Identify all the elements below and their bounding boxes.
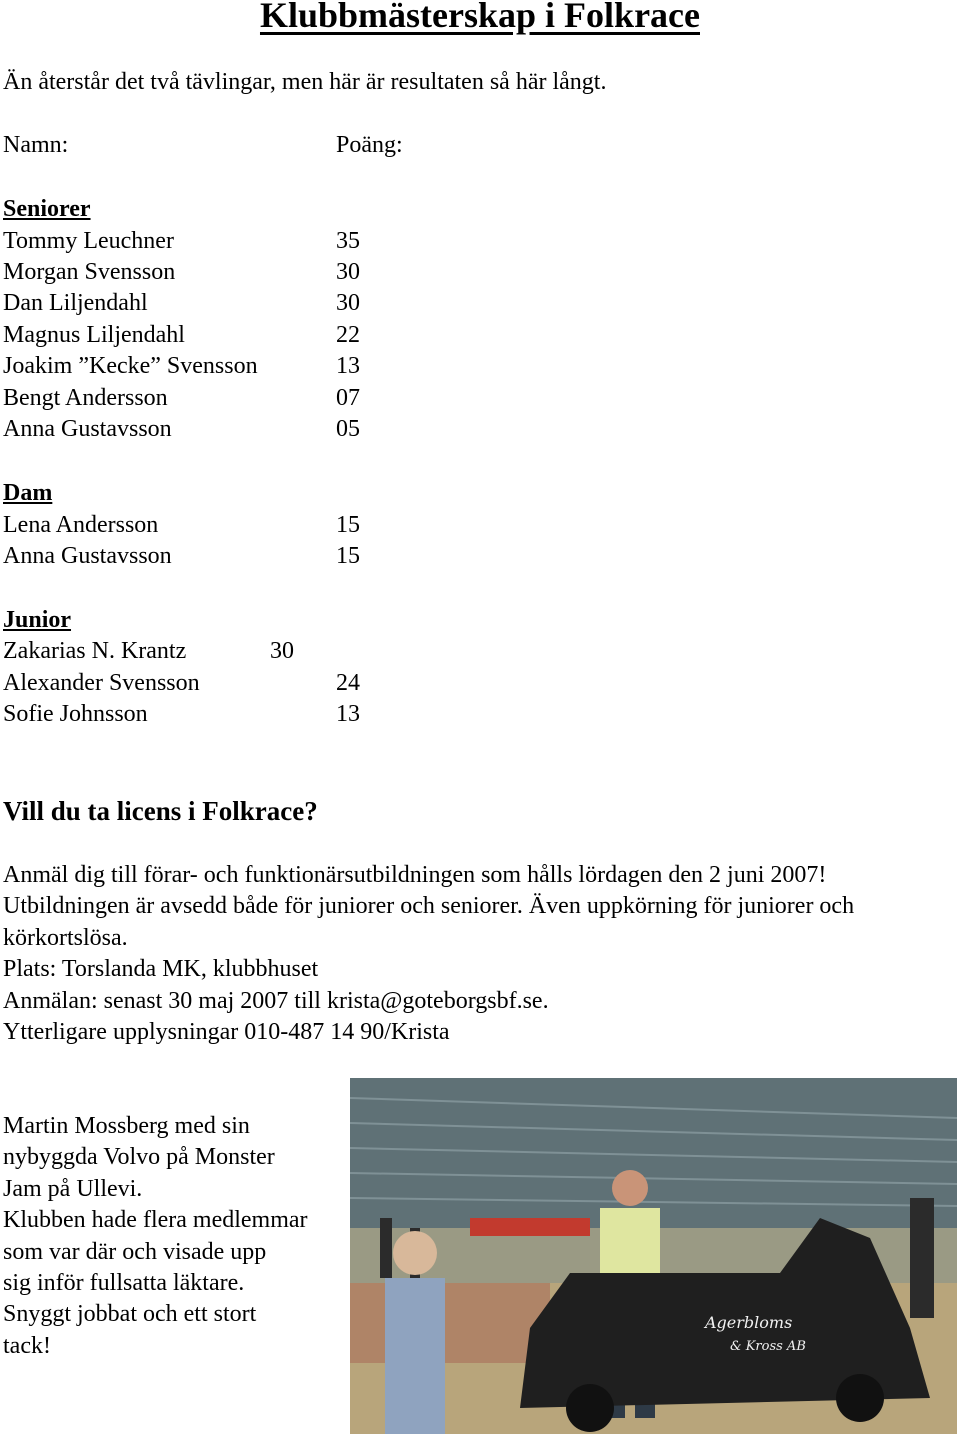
caption-line: som var där och visade upp: [3, 1238, 267, 1265]
license-question: Vill du ta licens i Folkrace?: [3, 796, 318, 826]
result-points: 13: [336, 353, 360, 379]
result-points: 15: [336, 543, 360, 569]
result-points: 07: [336, 385, 360, 411]
result-points: 24: [336, 670, 360, 696]
result-points: 15: [336, 512, 360, 538]
result-name: Anna Gustavsson: [3, 416, 172, 442]
result-points: 30: [336, 290, 360, 316]
caption-line: tack!: [3, 1332, 51, 1359]
result-points: 05: [336, 416, 360, 442]
event-photo: [350, 1078, 957, 1434]
result-name: Dan Liljendahl: [3, 290, 148, 316]
caption-line: Snyggt jobbat och ett stort: [3, 1301, 257, 1328]
category-heading-seniorer: Seniorer: [3, 196, 91, 222]
photo-illustration: [350, 1078, 957, 1434]
result-name: Bengt Andersson: [3, 385, 168, 411]
result-name: Lena Andersson: [3, 512, 159, 538]
category-heading-dam: Dam: [3, 480, 53, 506]
caption-line: Klubben hade flera medlemmar: [3, 1207, 308, 1234]
result-name: Zakarias N. Krantz: [3, 638, 187, 664]
result-points: 30: [270, 638, 294, 664]
result-name: Sofie Johnsson: [3, 701, 148, 727]
result-name: Anna Gustavsson: [3, 543, 172, 569]
caption-line: sig inför fullsatta läktare.: [3, 1270, 245, 1297]
license-line: Utbildningen är avsedd både för juniorer och seniorer. Även uppkörning för juniorer och: [3, 893, 855, 920]
caption-line: Martin Mossberg med sin: [3, 1113, 250, 1139]
photo-sign-line2: & Kross AB: [730, 1339, 806, 1354]
caption-line: nybyggda Volvo på Monster: [3, 1144, 275, 1171]
license-line: Ytterligare upplysningar 010-487 14 90/Krista: [3, 1019, 450, 1046]
category-heading-junior: Junior: [3, 607, 72, 633]
column-header-points: Poäng:: [336, 132, 403, 158]
license-paragraph: [3, 860, 953, 1048]
license-line: körkortslösa.: [3, 924, 128, 951]
result-name: Alexander Svensson: [3, 670, 200, 696]
license-line: Plats: Torslanda MK, klubbhuset: [3, 956, 319, 983]
result-name: Tommy Leuchner: [3, 228, 174, 254]
column-header-name: Namn:: [3, 132, 69, 158]
result-points: 35: [336, 228, 360, 254]
intro-text: Än återstår det två tävlingar, men här är resultaten så här långt.: [3, 69, 607, 95]
page-title: Klubbmästerskap i Folkrace: [259, 0, 700, 35]
caption-line: Jam på Ullevi.: [3, 1175, 143, 1202]
photo-sign-line1: Agerbloms: [705, 1313, 793, 1332]
photo-caption: [3, 1111, 343, 1362]
result-name: Magnus Liljendahl: [3, 322, 185, 348]
license-line: Anmälan: senast 30 maj 2007 till krista@goteborgsbf.se.: [3, 987, 549, 1014]
result-name: Joakim ”Kecke” Svensson: [3, 353, 258, 379]
result-points: 13: [336, 701, 360, 727]
result-points: 22: [336, 322, 360, 348]
result-points: 30: [336, 259, 360, 285]
result-name: Morgan Svensson: [3, 259, 176, 285]
license-line: Anmäl dig till förar- och funktionärsutbildningen som hålls lördagen den 2 juni 2007!: [3, 862, 827, 888]
